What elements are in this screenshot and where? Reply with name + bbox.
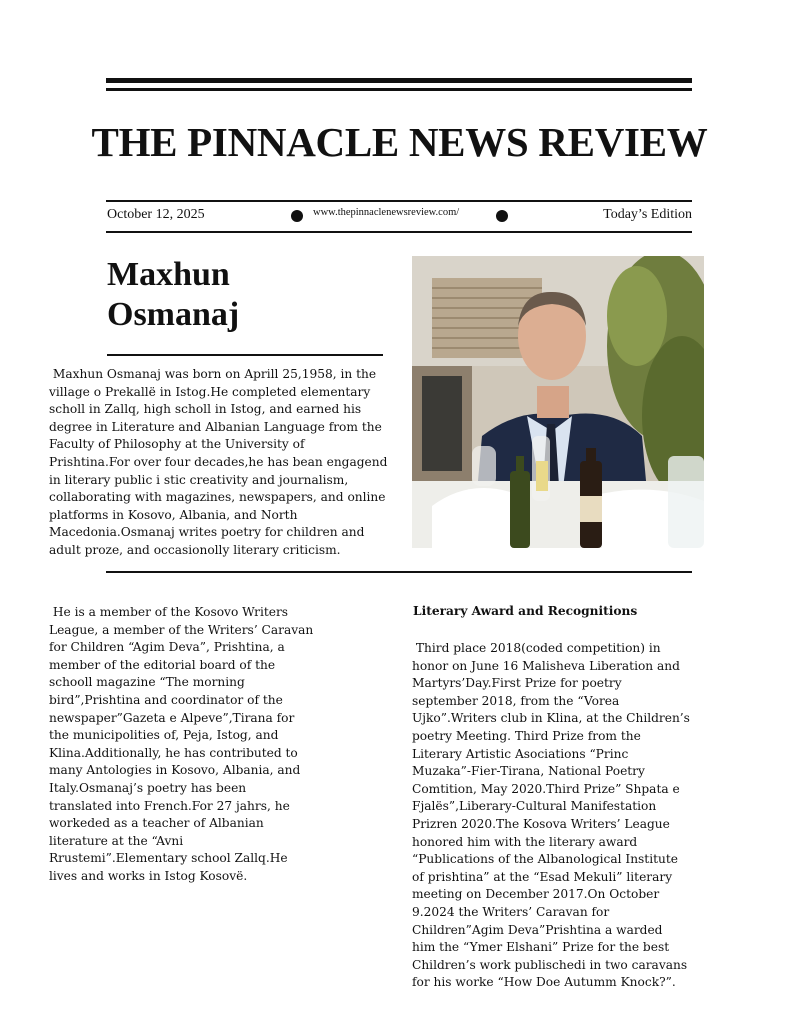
date-bar-bottom-rule	[106, 231, 692, 233]
edition-label: Today’s Edition	[603, 207, 692, 222]
intro-paragraph: Maxhun Osmanaj was born on Aprill 25,1958, in the village o Prekallë in Istog.He completed elementary scholl in Zallq, high scholl in Istog, and earned his degree in Literature and Albanian Language from the Faculty of Philosophy at the University of Prishtina.For over four decades,he has bean engagend in literary public i stic creativity and journalism, collaborating with magazines, newspapers, and online platforms in Kosovo, Albania, and North Macedonia.Osmanaj writes poetry for children and adult proze, and occasionolly literary criticism.	[49, 367, 388, 557]
awards-paragraph: Third place 2018(coded competition) in honor on June 16 Malisheva Liberation and Martyrs’Day.First Prize for poetry september 2018, from the “Vorea Ujko”.Writers club in Klina, at the Children’s poetry Meeting. Third Prize from the Literary Artistic Asociations “Princ Muzaka”-Fier-Tirana, National Poetry Comtition, May 2020.Third Prize” Shpata e Fjalës”,Liberary-Cultural Manifestation Prizren 2020.The Kosova Writers’ League honored him with the literary award “Publications of the Albanological Institute of prishtina” at the “Esad Mekuli” literary meeting on December 2017.On October 9.2024 the Writers’ Caravan for Children”Agim Deva”Prishtina a warded him the “Ymer Elshani” Prize for the best Children’s work publischedi in two caravans for his worke “How Doe Autumm Knock?”.	[412, 641, 690, 990]
portrait-photo	[412, 256, 704, 548]
section-divider	[106, 571, 692, 573]
headline-underline	[107, 354, 383, 356]
awards-heading: Literary Award and Recognitions	[413, 604, 638, 618]
masthead-rule-thick	[106, 78, 692, 83]
masthead-title: THE PINNACLE NEWS REVIEW	[91, 119, 708, 165]
headline-last-name: Osmanaj	[107, 296, 240, 333]
article-headline	[107, 255, 387, 335]
website-link[interactable]: www.thepinnaclenewsreview.com/	[313, 207, 460, 218]
bullet-dot-left	[291, 210, 303, 222]
membership-paragraph: He is a member of the Kosovo Writers League, a member of the Writers’ Caravan for Children “Agim Deva”, Prishtina, a member of the editorial board of the schooll magazine “The morning bird”,Prishtina and coordinator of the newspaper”Gazeta e Alpeve”,Tirana for the municipolities of, Peja, Istog, and Klina.Additionally, he has contributed to many Antologies in Kosovo, Albania, and Italy.Osmanaj’s poetry has been translated into French.For 27 jahrs, he workeded as a teacher of Albanian literature at the “Avni Rrustemi”.Elementary school Zallq.He lives and works in Istog Kosovë.	[49, 605, 314, 883]
headline-first-name: Maxhun	[107, 256, 230, 293]
issue-date: October 12, 2025	[107, 207, 205, 222]
masthead-rule-thin	[106, 88, 692, 91]
bullet-dot-right	[496, 210, 508, 222]
date-bar-top-rule	[106, 200, 692, 202]
